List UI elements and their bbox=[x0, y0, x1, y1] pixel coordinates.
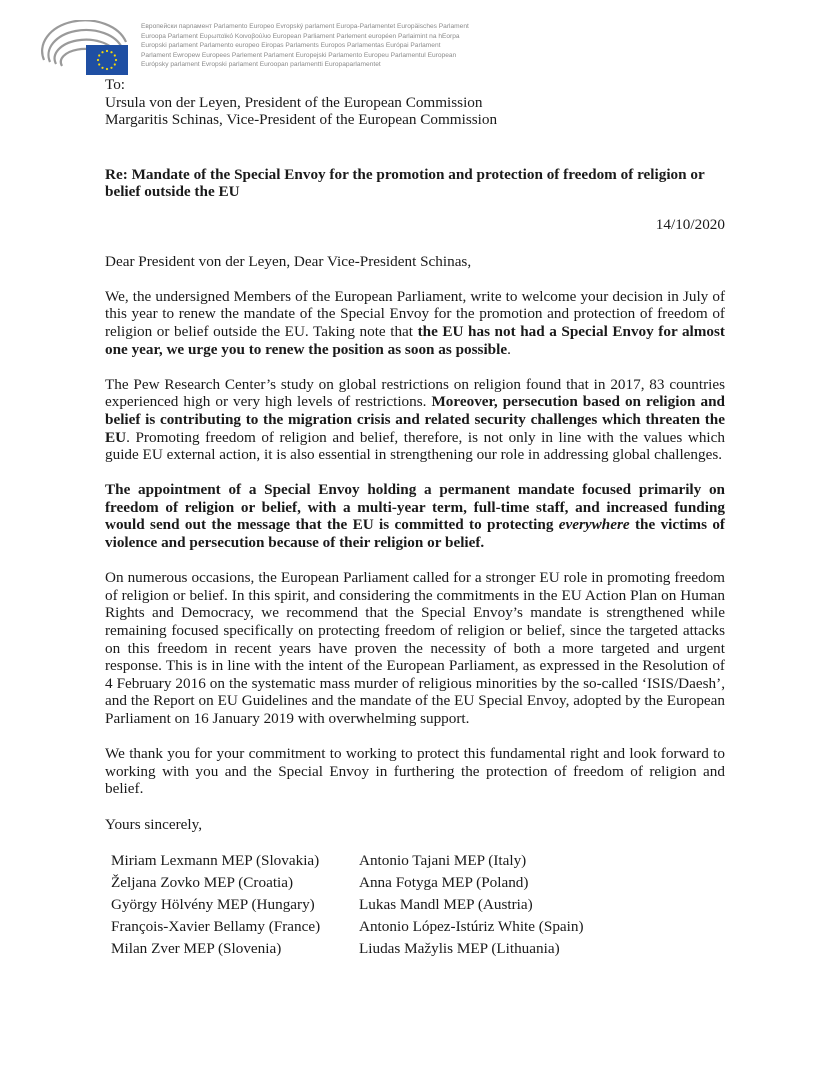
language-line: Euroopa Parlament Ευρωπαϊκό Κοινοβούλιο European Parliament Parlement européen Parlaimint na hEorpa bbox=[141, 32, 460, 40]
hemicycle-flag-icon bbox=[38, 20, 133, 78]
flag-star bbox=[110, 67, 112, 69]
signatory: Željana Zovko MEP (Croatia) bbox=[111, 874, 294, 892]
signatory: Milan Zver MEP (Slovenia) bbox=[111, 940, 282, 958]
paragraph-1 bbox=[105, 288, 725, 358]
flag-star bbox=[115, 59, 117, 61]
letter-date: 14/10/2020 bbox=[655, 215, 725, 233]
signatories bbox=[111, 852, 725, 958]
signatory: Lukas Mandl MEP (Austria) bbox=[359, 896, 533, 914]
letter-body bbox=[105, 76, 725, 958]
flag-star bbox=[97, 59, 99, 61]
paragraph-4: On numerous occasions, the European Parliament called for a stronger EU role in promoting freedom of religion or belief. In this spirit, and considering the commitments in the EU Action Plan on Human Rights and Democracy, we recommend that the Special Envoy’s mandate is strengthened while remaining focused specifically on protecting freedom of religion or belief, since the targeted attacks on this freedom in recent years have proven the necessity of both a more targeted and urgent response. This is in line with the intent of the European Parliament, as expressed in the Resolution of 4 February 2016 on the systematic mass murder of religious minorities by the so-called ‘ISIS/Daesh’, and the Report on EU Guidelines and the mandate of the EU Special Envoy, adopted by the European Parliament on 16 January 2019 with overwhelming support. bbox=[105, 569, 725, 727]
flag-star bbox=[106, 50, 108, 52]
flag-star bbox=[114, 63, 116, 65]
european-parliament-logo bbox=[38, 20, 133, 78]
paragraph-5: We thank you for your commitment to working to protect this fundamental right and look forward to working with you and the Special Envoy in furthering the protection of freedom of religion and belief. bbox=[105, 745, 725, 798]
bold-text: the EU has not had a Special Envoy for almost one year, we urge you to renew the position as soon as possible bbox=[105, 322, 725, 358]
recipient: Ursula von der Leyen, President of the European Commission bbox=[105, 93, 483, 111]
bold-text: Moreover, persecution based on religion and belief is contributing to the migration crisis and related security challenges which threaten the EU bbox=[105, 393, 725, 446]
text: The appointment of a Special Envoy holding a permanent mandate focused primarily on freedom of religion or belief, with a multi-year term, full-time staff, and increased funding would send out the message that the EU is committed to protecting bbox=[105, 481, 725, 534]
language-line: Europski parlament Parlamento europeo Eiropas Parlaments Europos Parlamentas Európai Parlament bbox=[141, 42, 441, 50]
signatory: Antonio Tajani MEP (Italy) bbox=[359, 852, 527, 870]
subject-line: Re: Mandate of the Special Envoy for the promotion and protection of freedom of religion or belief outside the EU bbox=[105, 165, 705, 201]
text: the victims of violence and persecution because of their religion or belief. bbox=[105, 516, 725, 552]
salutation: Dear President von der Leyen, Dear Vice-President Schinas, bbox=[105, 252, 472, 270]
flag-star bbox=[114, 54, 116, 56]
language-line: Европейски парламент Parlamento Europeo Evropský parlament Europa-Parlamentet Europäisches Parlament bbox=[141, 23, 469, 30]
text: The Pew Research Center’s study on global restrictions on religion found that in 2017, 83 countries experienced high or very high levels of restrictions. bbox=[105, 375, 725, 411]
closing: Yours sincerely, bbox=[105, 815, 203, 833]
paragraph-3 bbox=[105, 481, 725, 551]
text: . bbox=[507, 340, 511, 358]
signatory: Antonio López-Istúriz White (Spain) bbox=[359, 918, 584, 936]
signatory: Miriam Lexmann MEP (Slovakia) bbox=[111, 852, 320, 870]
language-line: Parlament Ewropew Europees Parlement Parlament Europejski Parlamento Europeu Parlamentul European bbox=[141, 51, 457, 59]
signatory: Liudas Mažylis MEP (Lithuania) bbox=[359, 940, 560, 958]
flag-star bbox=[101, 51, 103, 53]
signatory: György Hölvény MEP (Hungary) bbox=[111, 896, 315, 914]
parliament-name-languages bbox=[141, 22, 469, 70]
flag-star bbox=[106, 68, 108, 70]
to-label: To: bbox=[105, 76, 126, 93]
text: . Promoting freedom of religion and belief, therefore, is not only in line with the values which guide EU external action, it is also essential in strengthening our role in addressing global challenges. bbox=[105, 428, 725, 464]
flag-star bbox=[101, 67, 103, 69]
recipient: Margaritis Schinas, Vice-President of the European Commission bbox=[105, 111, 498, 129]
language-line: Európsky parlament Evropski parlament Euroopan parlamentti Europaparlamentet bbox=[141, 61, 381, 69]
flag-star bbox=[98, 54, 100, 56]
recipients bbox=[105, 76, 725, 129]
flag-star bbox=[110, 51, 112, 53]
paragraph-2 bbox=[105, 376, 725, 464]
italic-text: everywhere bbox=[558, 516, 630, 534]
signatory: François-Xavier Bellamy (France) bbox=[111, 918, 321, 936]
text: We, the undersigned Members of the European Parliament, write to welcome your decision in July of this year to renew the mandate of the Special Envoy for the promotion and protection of freedom of religion or belief outside the EU. Taking note that bbox=[105, 287, 725, 340]
signatory: Anna Fotyga MEP (Poland) bbox=[359, 874, 529, 892]
flag-star bbox=[98, 63, 100, 65]
